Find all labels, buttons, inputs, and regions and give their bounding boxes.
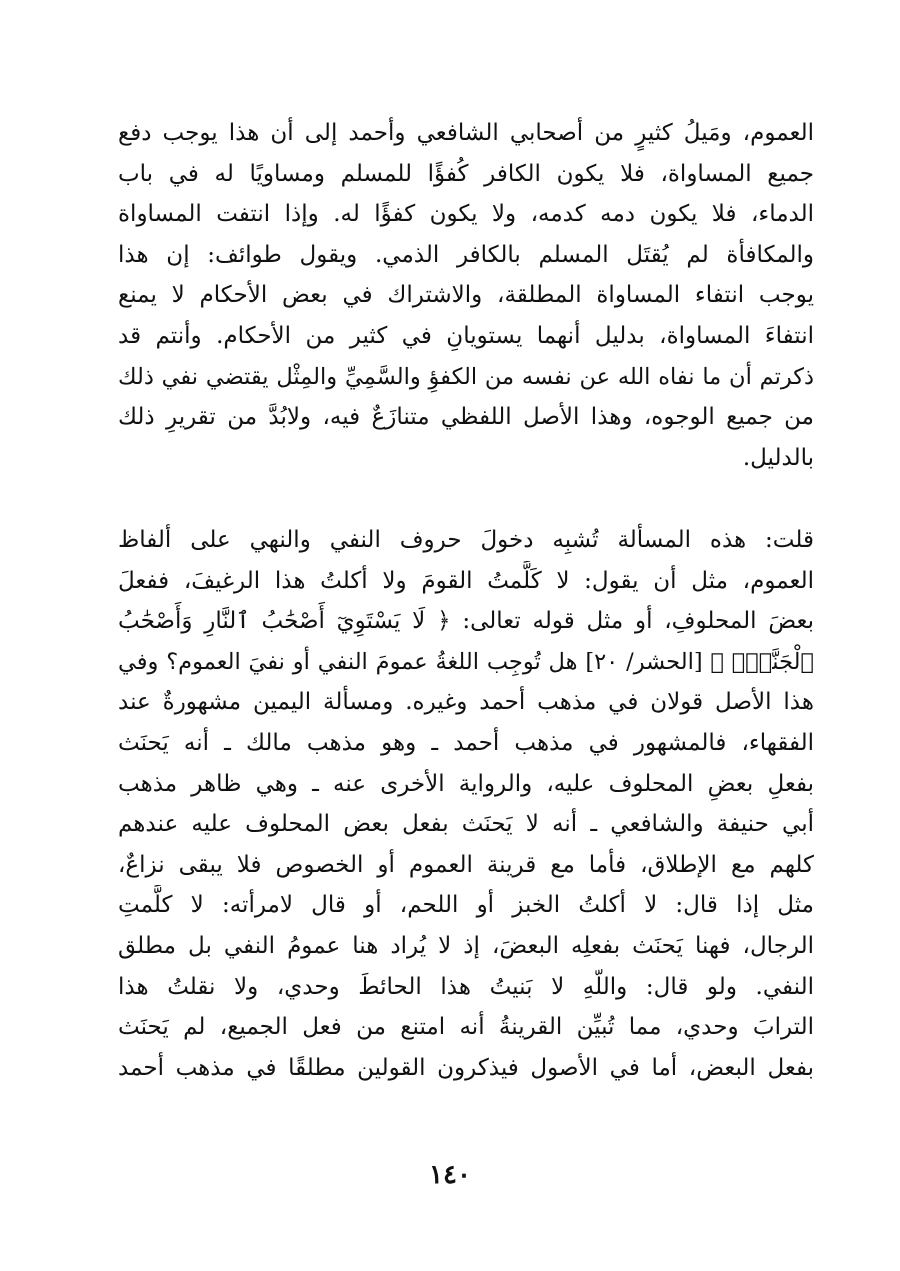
text-line: انتفاءَ المساواة، بدليل أنهما يستويانِ في كثير من الأحكام. وأنتم قد: [118, 322, 814, 349]
text-line: النفي. ولو قال: واللّهِ لا بَنيتُ هذا الحائطَ وحدي، ولا نقلتُ هذا: [118, 973, 814, 1000]
page-number: ١٤٠: [429, 1160, 471, 1190]
text-line: الفقهاء، فالمشهور في مذهب أحمد ـ وهو مذهب مالك ـ أنه يَحنَث: [118, 729, 814, 756]
text-line: العموم، ومَيلُ كثيرٍ من أصحابي الشافعي وأحمد إلى أن هذا يوجب دفع: [118, 120, 814, 146]
text-line: بفعل البعض، أما في الأصول فيذكرون القولين مطلقًا في مذهب أحمد: [118, 1054, 814, 1081]
text-line: بالدليل.: [742, 444, 814, 471]
paragraph-2: [118, 520, 814, 1088]
text-line: ذكرتم أن ما نفاه الله عن نفسه من الكفؤِ والسَّمِيِّ والمِثْل يقتضي نفي ذلك: [118, 363, 814, 390]
text-line: العموم، مثل أن يقول: لا كَلَّمتُ القومَ ولا أكلتُ هذا الرغيفَ، ففعلَ: [118, 567, 814, 594]
text-line: هذا الأصل قولان في مذهب أحمد وغيره. ومسألة اليمين مشهورةٌ عند: [118, 689, 814, 716]
text-line: الدماء، فلا يكون دمه كدمه، ولا يكون كفؤًا له. وإذا انتفت المساواة: [118, 201, 814, 228]
text-line: الترابَ وحدي، مما تُبيِّن القرينةُ أنه امتنع من فعل الجميع، لم يَحنَث: [118, 1014, 814, 1041]
text-line: قلت: هذه المسألة تُشبِه دخولَ حروف النفي والنهي على ألفاظ: [118, 527, 814, 553]
text-line: بعضَ المحلوفِ، أو مثل قوله تعالى: ﴿ لَا يَسْتَوِيٓ أَصْحَٰبُ ٱلنَّارِ وَأَصْحَٰبُ: [118, 608, 814, 635]
text-line: من جميع الوجوه، وهذا الأصل اللفظي متنازَعٌ فيه، ولابُدَّ من تقريرِ ذلك: [118, 404, 814, 431]
text-line: كلهم مع الإطلاق، فأما مع قرينة العموم أو الخصوص فلا يبقى نزاعٌ،: [118, 851, 814, 878]
text-line: الرجال، فهنا يَحنَث بفعلِه البعضَ، إذ لا يُراد هنا عمومُ النفي بل مطلق: [118, 932, 814, 959]
text-line: جميع المساواة، فلا يكون الكافر كُفؤًا للمسلم ومساويًا له في باب: [118, 160, 814, 187]
text-line: مثل إذا قال: لا أكلتُ الخبز أو اللحم، أو قال لامرأته: لا كلَّمتِ: [118, 892, 814, 919]
text-line: ٱلْجَنَّةِۚ ﴾ [الحشر/ ٢٠] هل تُوجِب اللغةُ عمومَ النفي أو نفيَ العموم؟ وفي: [118, 648, 814, 675]
text-line: والمكافأة لم يُقتَل المسلم بالكافر الذمي. ويقول طوائف: إن هذا: [118, 241, 814, 268]
text-line: بفعلِ بعضِ المحلوف عليه، والرواية الأخرى عنه ـ وهي ظاهر مذهب: [118, 770, 814, 797]
text-line: يوجب انتفاء المساواة المطلقة، والاشتراك في بعض الأحكام لا يمنع: [118, 282, 814, 309]
paragraph-1: [118, 113, 814, 478]
text-line: أبي حنيفة والشافعي ـ أنه لا يَحنَث بفعل بعض المحلوف عليه عندهم: [118, 811, 814, 838]
